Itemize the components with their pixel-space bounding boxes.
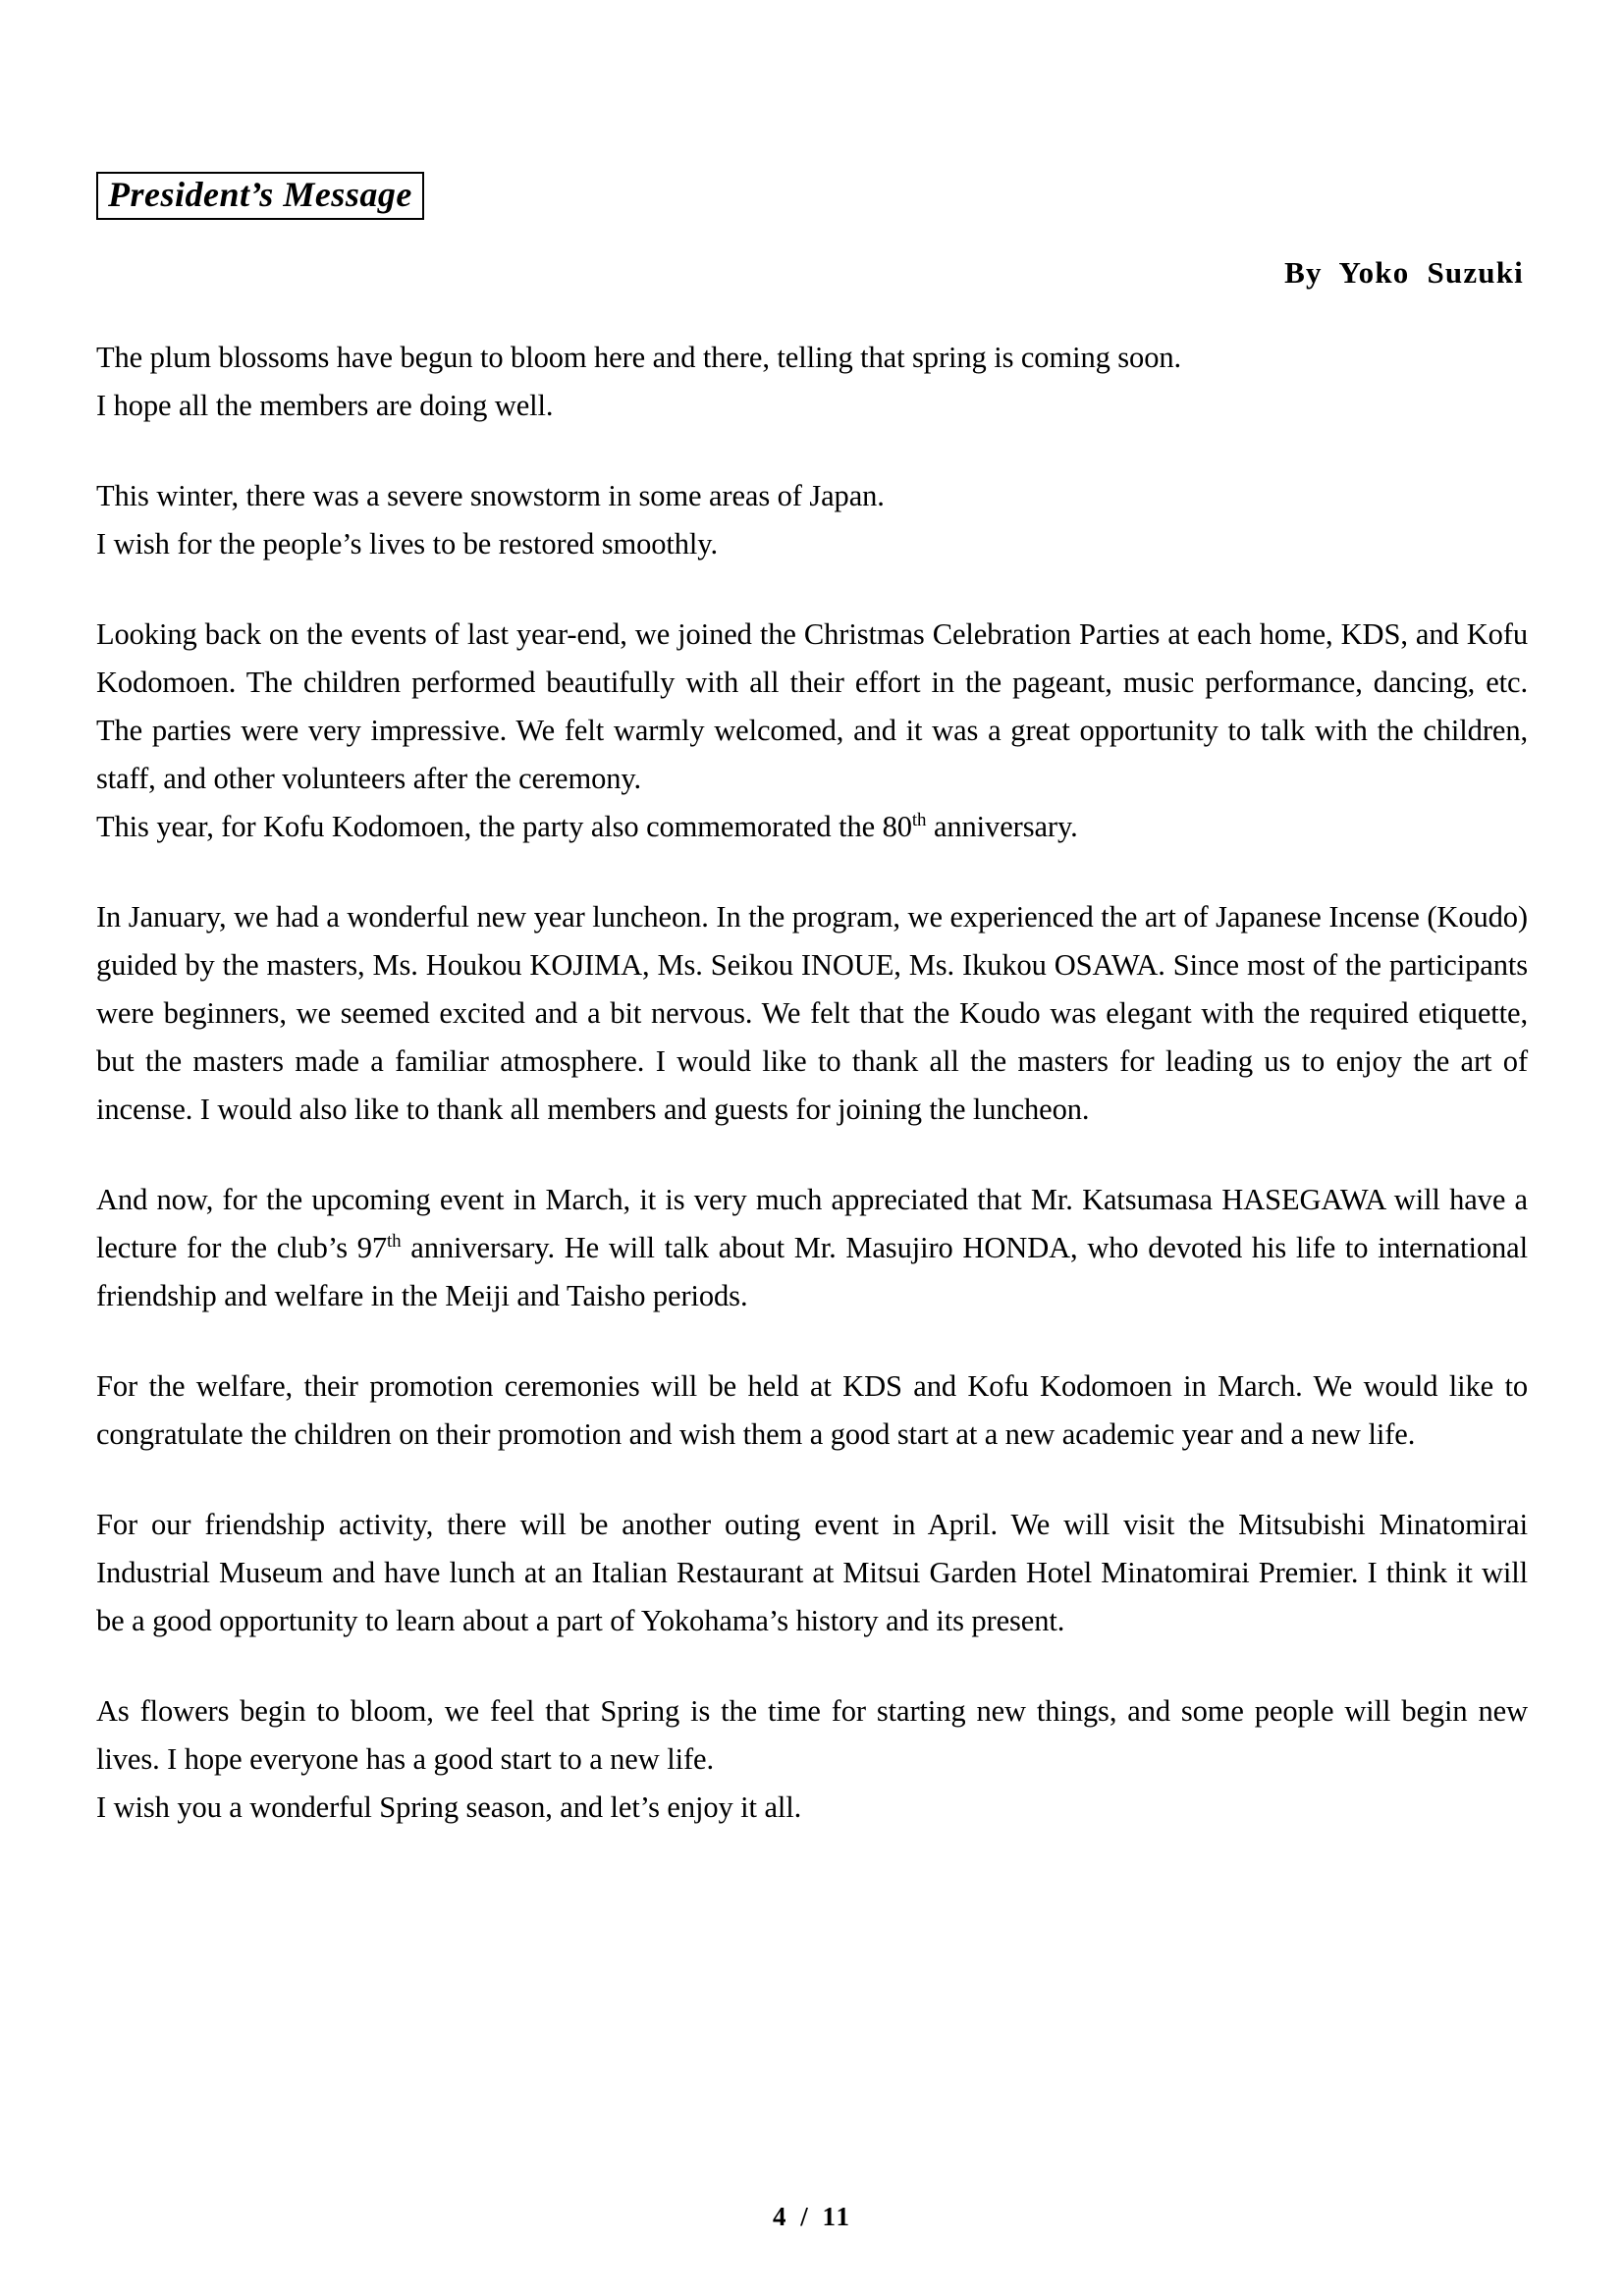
title-row [96,0,1528,220]
paragraph-plum-blossoms [96,334,1528,430]
paragraph-new-year-luncheon: In January, we had a wonderful new year luncheon. In the program, we experienced the art of Japanese Incense (Koudo) guided by the masters, Ms. Houkou KOJIMA, Ms. Seikou INOUE, Ms. Ikukou OSAWA. Since most of the participants were beginners, we seemed excited and a bit nervous. We felt that the Koudo was elegant with the required etiquette, but the masters made a familiar atmosphere. I would like to thank all the masters for leading us to enjoy the art of incense. I would also like to thank all members and guests for joining the luncheon. [96,900,1528,1126]
paragraph-christmas-parties: Looking back on the events of last year-end, we joined the Christmas Celebration Parties at each home, KDS, and Kofu Kodomoen. The children performed beautifully with all their effort in the pageant, music performance, dancing, etc. The parties were very impressive. We felt warmly welcomed, and it was a great opportunity to talk with the children, staff, and other volunteers after the ceremony. [96,617,1528,795]
page-content [96,0,1528,1832]
paragraph-80th-anniversary [96,803,1528,851]
paragraph-closing-wish: I wish you a wonderful Spring season, and let’s enjoy it all. [96,1790,802,1824]
page-title: President’s Message [108,175,412,214]
paragraph-spring-closing: As flowers begin to bloom, we feel that Spring is the time for starting new things, and some people will begin new lives. I hope everyone has a good start to a new life. [96,1694,1528,1776]
page-number-footer: 4 / 11 [772,2202,851,2231]
ordinal-suffix-80th: th [911,809,927,830]
paragraph-line: The plum blossoms have begun to bloom here and there, telling that spring is coming soon. [96,341,1182,374]
paragraph-line: I hope all the members are doing well. [96,389,554,422]
paragraph-line: I wish for the people’s lives to be restored smoothly. [96,527,719,561]
paragraph-snowstorm [96,472,1528,568]
anniversary-text-after: anniversary. [926,810,1078,843]
paragraph-promotion-ceremonies: For the welfare, their promotion ceremonies will be held at KDS and Kofu Kodomoen in March. We would like to congratulate the children on their promotion and wish them a good start at a new academic year and a new life. [96,1369,1528,1451]
ordinal-suffix-97th: th [387,1230,402,1252]
lecture-text-before: And now, for the upcoming event in March, it is very much appreciated that Mr. Katsumasa HASEGAWA will have a lecture for the club’s 97 [96,1183,1528,1264]
paragraph-line: This winter, there was a severe snowstorm in some areas of Japan. [96,479,885,512]
paragraph-march-lecture [96,1176,1528,1320]
paragraph-friendship-outing: For our friendship activity, there will be another outing event in April. We will visit the Mitsubishi Minatomirai Industrial Museum and have lunch at an Italian Restaurant at Mitsui Garden Hotel Minatomirai Premier. I think it will be a good opportunity to learn about a part of Yokohama’s history and its present. [96,1508,1528,1637]
anniversary-text-before: This year, for Kofu Kodomoen, the party also commemorated the 80 [96,810,912,843]
author-byline: By Yoko Suzuki [1284,255,1524,290]
lecture-text-after: anniversary. He will talk about Mr. Masujiro HONDA, who devoted his life to international friendship and welfare in the Meiji and Taisho periods. [96,1231,1528,1312]
page-title-box [96,172,424,220]
article-body [96,334,1528,1832]
